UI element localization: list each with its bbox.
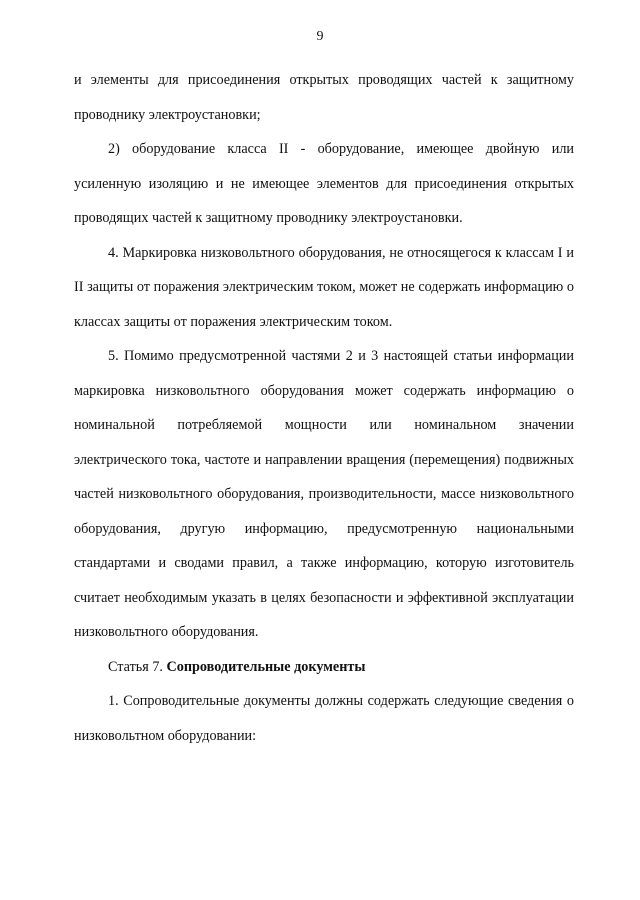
paragraph-item-4: 4. Маркировка низковольтного оборудования, не относящегося к классам I и II защиты от поражения электрическим током, может не содержать информацию о классах защиты от поражения электрическим током. bbox=[74, 244, 574, 330]
paragraph-continuation: и элементы для присоединения открытых проводящих частей к защитному проводнику электроустановки; bbox=[74, 72, 574, 123]
article-prefix: Статья 7. bbox=[108, 658, 163, 675]
article-title: Сопроводительные документы bbox=[166, 658, 366, 675]
document-body bbox=[74, 63, 574, 753]
paragraph-item-5: 5. Помимо предусмотренной частями 2 и 3 настоящей статьи информации маркировка низковольтного оборудования может содержать информацию о номинальной потребляемой мощности или номинальном значении электрического тока, частоте и направлении вращения (перемещения) подвижных частей низковольтного оборудования, производительности, массе низковольтного оборудования, другую информацию, предусмотренную национальными стандартами и сводами правил, а также информацию, которую изготовитель считает необходимым указать в целях безопасности и эффективной эксплуатации низковольтного оборудования. bbox=[74, 348, 574, 640]
article-heading bbox=[74, 650, 574, 685]
page-number: 9 bbox=[316, 29, 324, 44]
paragraph-article-7-item-1: 1. Сопроводительные документы должны содержать следующие сведения о низковольтном оборудовании: bbox=[74, 693, 574, 744]
paragraph-class-2: 2) оборудование класса II - оборудование, имеющее двойную или усиленную изоляцию и не имеющее элементов для присоединения открытых проводящих частей к защитному проводнику электроустановки. bbox=[74, 141, 574, 226]
